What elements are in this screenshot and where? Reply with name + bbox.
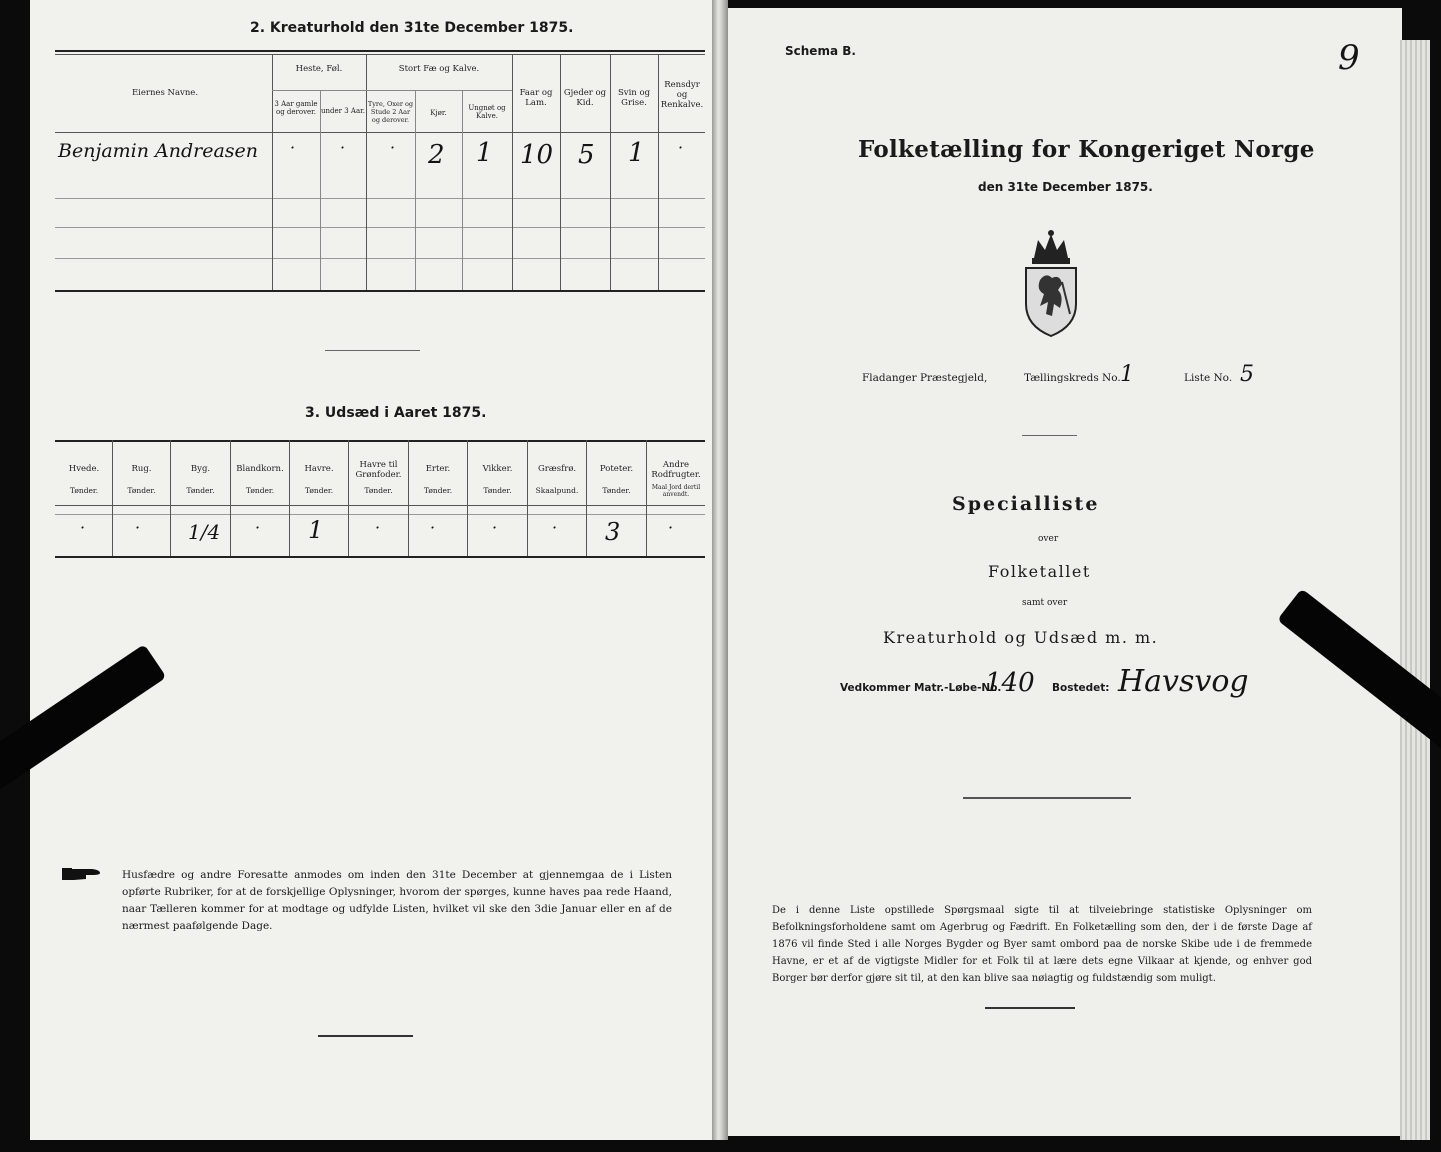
sec3-cell-vetch: · (492, 518, 498, 537)
sec3-col-grass-seed: Græsfrø. (537, 464, 577, 474)
sec3-cell-rye: · (135, 518, 141, 537)
section3-heading: 3. Udsæd i Aaret 1875. (305, 405, 487, 421)
sec2-cell-goats: 5 (578, 140, 595, 170)
title-date: den 31te December 1875. (978, 180, 1153, 194)
sec3-unit-grass-seed: Skaalpund. (535, 486, 579, 495)
sec2-cell-calves: 1 (476, 138, 493, 168)
sec3-col-mixed: Blandkorn. (236, 464, 284, 474)
sec3-col-green-oats: Havre til Grønfoder. (355, 460, 402, 480)
sec3-cell-roots: · (668, 518, 674, 537)
sec3-unit-green-oats: Tønder. (364, 486, 393, 495)
col-cattle-a: Tyre, Oxer og Stude 2 Aar og derover. (367, 100, 414, 124)
sec3-cell-potatoes: 3 (605, 518, 621, 546)
sec3-cell-oats: 1 (308, 516, 324, 544)
col-cattle-b: Kjør. (430, 109, 447, 117)
notice-text: Husfædre og andre Foresatte anmodes om inden den 31te December at gjennemgaa de i Listen opførte Rubriker, for at de forskjellige Oplysninger, hvorom der spørges, kunne haves paa rede Haand, naar Tælleren kommer for at modtage og udfylde Listen, hvilket vil ske den 3die Januar eller en af de nærmest paafølgende Dage. (122, 869, 672, 932)
samt-over-text: samt over (1022, 598, 1068, 608)
sec3-unit-oats: Tønder. (304, 486, 334, 495)
sec2-cell-cows: 2 (428, 140, 445, 170)
matr-value: 140 (985, 668, 1035, 698)
col-sheep: Faar og Lam. (519, 88, 553, 108)
coat-of-arms-icon (1020, 230, 1082, 338)
bosted-label: Bostedet: (1052, 682, 1110, 694)
col-reindeer: Rensdyr og Renkalve. (660, 80, 704, 110)
kreaturhold-text: Kreaturhold og Udsæd m. m. (883, 628, 1159, 647)
over-text: over (1038, 534, 1059, 544)
list-label: Liste No. (1184, 372, 1233, 384)
sec3-unit-wheat: Tønder. (69, 486, 99, 495)
footer-text: De i denne Liste opstillede Spørgsmaal sigte til at tilveiebringe statistiske Oplysninger om Befolkningsforholdene samt om Agerbrug og Fædrift. En Folketælling som den, der i de første Dage af 1876 vil finde Sted i alle Norges Bygder og Byer samt ombord paa de norske Skibe ude i de fremmede Havne, er et af de vigtigste Midler for et Folk til at lære dets egne Vilkaar at kjende, og enhver god Borger bør derfor gjøre sit til, at den kan blive saa nøiagtig og fuldstændig som muligt. (772, 905, 1312, 984)
col-cattle-header: Stort Fæ og Kalve. (398, 64, 480, 74)
col-horses-a: 3 Aar gamle og derover. (274, 100, 318, 116)
schema-label: Schema B. (785, 44, 856, 58)
sec3-col-rye: Rug. (131, 464, 152, 474)
sec2-cell-reindeer: · (678, 138, 684, 157)
separator-rule (325, 350, 420, 351)
list-value: 5 (1240, 362, 1254, 387)
col-goats: Gjeder og Kid. (563, 88, 607, 108)
owner-name: Benjamin Andreasen (58, 140, 259, 162)
folketallet-text: Folketallet (988, 562, 1091, 581)
sec2-cell-horses-a: · (290, 138, 296, 157)
sec3-col-roots: Andre Rodfrugter. (651, 460, 701, 480)
sec3-col-oats: Havre. (304, 464, 334, 474)
book-spine (712, 0, 728, 1140)
col-horses-header: Heste, Føl. (295, 64, 343, 74)
sec3-col-potatoes: Poteter. (599, 464, 634, 474)
sec2-cell-cattle-a: · (390, 138, 396, 157)
sec2-top-rule (55, 50, 705, 52)
page-number: 9 (1338, 38, 1360, 78)
sec3-unit-barley: Tønder. (186, 486, 215, 495)
sec3-col-wheat: Hvede. (68, 464, 100, 474)
section2-heading: 2. Kreaturhold den 31te December 1875. (250, 20, 574, 36)
sec3-cell-grass-seed: · (552, 518, 558, 537)
sec3-unit-rye: Tønder. (127, 486, 156, 495)
sec3-cell-wheat: · (80, 518, 86, 537)
sec3-unit-peas: Tønder. (423, 486, 453, 495)
sec2-bottom-rule (55, 290, 705, 292)
sec3-col-barley: Byg. (190, 464, 211, 474)
main-title: Folketælling for Kongeriget Norge (858, 136, 1315, 163)
sec3-col-vetch: Vikker. (482, 464, 513, 474)
sec3-col-peas: Erter. (425, 464, 451, 474)
bosted-value: Havsvog (1118, 664, 1249, 699)
sec3-cell-green-oats: · (375, 518, 381, 537)
col-horses-b: under 3 Aar. (321, 107, 365, 115)
specialliste-title: Specialliste (952, 493, 1100, 515)
col-cattle-c: Ungnøt og Kalve. (468, 104, 506, 120)
parish-label: Fladanger Præstegjeld, (862, 372, 988, 384)
col-pigs: Svin og Grise. (617, 88, 651, 108)
sec3-unit-vetch: Tønder. (483, 486, 512, 495)
page-edges (1400, 40, 1430, 1140)
pointing-hand-icon (62, 865, 102, 883)
sec2-cell-pigs: 1 (628, 138, 645, 168)
sec3-unit-potatoes: Tønder. (602, 486, 631, 495)
col-owner-header: Eiernes Navne. (131, 88, 199, 98)
sec3-cell-barley: 1/4 (188, 520, 221, 544)
matr-label: Vedkommer Matr.-Løbe-No. (840, 682, 1002, 694)
sec3-cell-mixed: · (255, 518, 261, 537)
sec3-unit-mixed: Tønder. (245, 486, 275, 495)
sec2-cell-sheep: 10 (520, 140, 554, 170)
left-page (30, 0, 720, 1140)
sec3-unit-roots: Maal Jord dertil anvendt. (651, 484, 701, 498)
sec2-cell-horses-b: · (340, 138, 346, 157)
district-value: 1 (1120, 362, 1134, 387)
sec3-cell-peas: · (430, 518, 436, 537)
district-label: Tællingskreds No. (1024, 372, 1121, 384)
